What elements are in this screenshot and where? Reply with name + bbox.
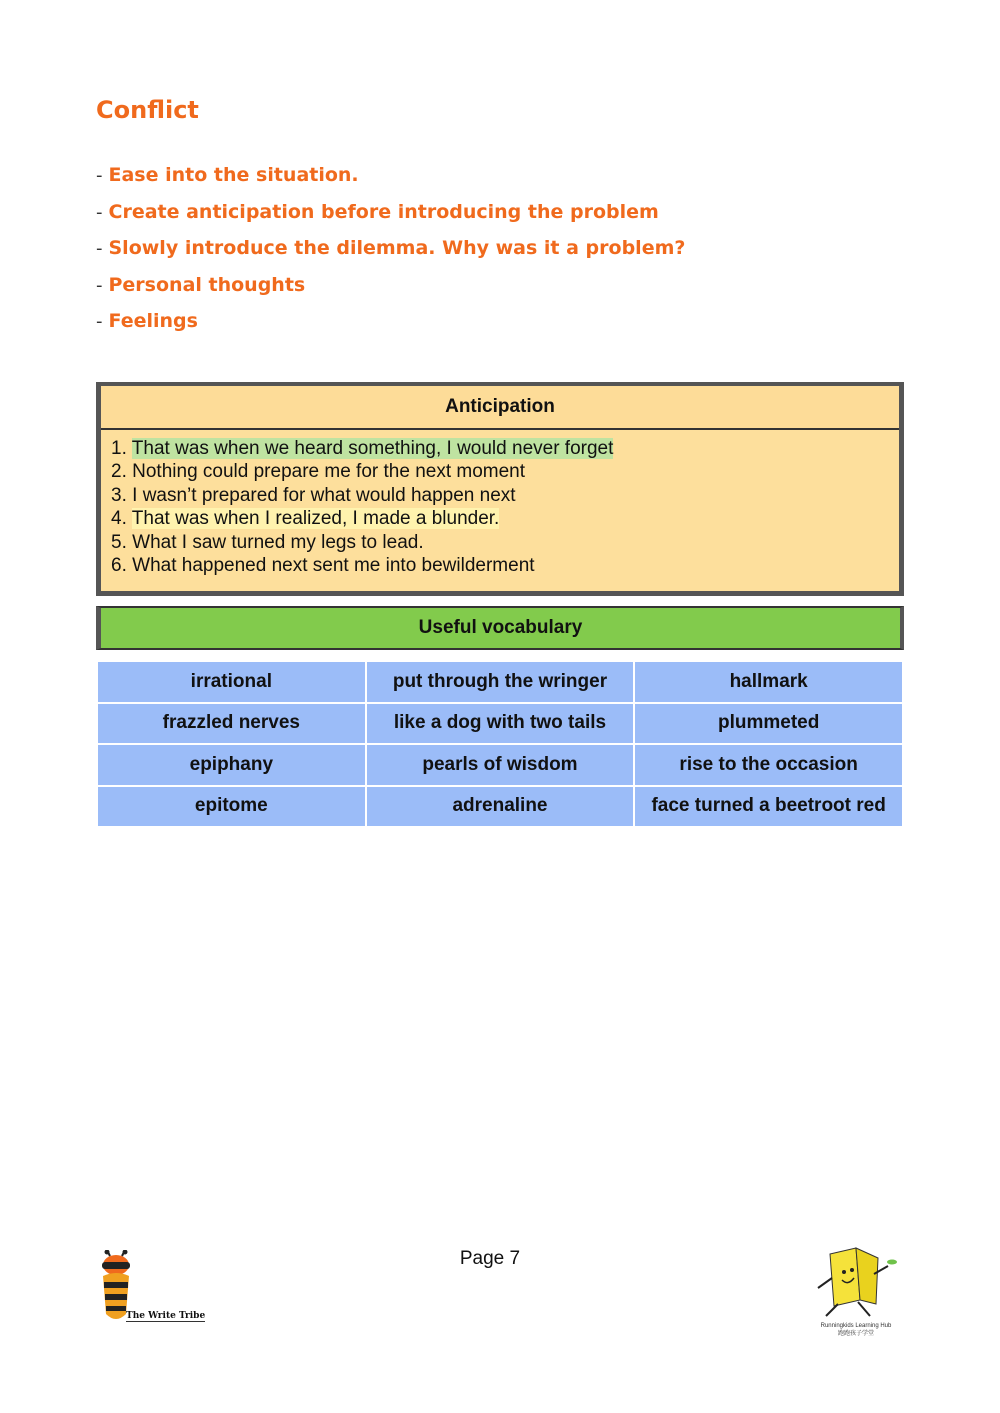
vocab-cell: epitome <box>97 786 366 828</box>
table-row <box>97 786 903 828</box>
anticipation-item <box>111 460 899 483</box>
anticipation-item <box>111 484 899 507</box>
anticipation-item <box>111 507 899 530</box>
page-heading: Conflict <box>96 96 199 124</box>
logo-right-line1: Runningkids Learning Hub <box>820 1323 892 1329</box>
table-row <box>97 661 903 703</box>
tip-text: Feelings <box>108 310 198 332</box>
anticipation-item <box>111 554 899 577</box>
tip-item <box>96 201 685 238</box>
tip-item <box>96 310 685 347</box>
anticipation-list <box>101 430 899 577</box>
anticipation-item <box>111 437 899 460</box>
runningkids-logo <box>808 1244 908 1344</box>
item-number: 1. <box>111 438 127 459</box>
item-text-highlighted-yellow: That was when I realized, I made a blunder. <box>131 508 500 530</box>
vocab-cell: face turned a beetroot red <box>634 786 903 828</box>
vocab-cell: irrational <box>97 661 366 703</box>
anticipation-box <box>96 382 904 596</box>
item-number: 6. <box>111 554 127 576</box>
tip-item <box>96 164 685 201</box>
tip-text: Ease into the situation. <box>108 164 359 186</box>
item-number: 5. <box>111 531 127 553</box>
table-row <box>97 744 903 786</box>
vocabulary-table <box>96 660 904 828</box>
page-number: Page 7 <box>459 1248 521 1269</box>
item-number: 3. <box>111 484 127 506</box>
logo-right-text <box>808 1322 904 1338</box>
write-tribe-logo <box>96 1250 208 1330</box>
vocab-cell: epiphany <box>97 744 366 786</box>
bullet-marker: - <box>96 311 103 332</box>
item-text: What I saw turned my legs to lead. <box>132 531 424 553</box>
logo-left-text: The Write Tribe <box>126 1311 206 1321</box>
bullet-marker: - <box>96 165 103 186</box>
item-text: I wasn’t prepared for what would happen next <box>132 484 516 506</box>
item-number: 2. <box>111 461 127 483</box>
tip-item <box>96 237 685 274</box>
vocabulary-header: Useful vocabulary <box>96 606 904 650</box>
bullet-marker: - <box>96 238 103 259</box>
tip-text: Personal thoughts <box>108 273 306 296</box>
vocab-cell: plummeted <box>634 703 903 745</box>
bullet-marker: - <box>96 201 103 223</box>
tip-item <box>96 274 685 311</box>
tip-text: Create anticipation before introducing the problem <box>108 200 659 223</box>
vocab-cell: frazzled nerves <box>97 703 366 745</box>
vocab-cell: like a dog with two tails <box>366 703 635 745</box>
item-text-highlighted-green: That was when we heard something, I would never forget <box>131 438 614 459</box>
running-book-icon <box>808 1244 908 1324</box>
vocab-cell: rise to the occasion <box>634 744 903 786</box>
vocab-cell: pearls of wisdom <box>366 744 635 786</box>
logo-right-line2: 跑跑孩子学堂 <box>837 1331 874 1337</box>
anticipation-title: Anticipation <box>101 386 899 430</box>
item-number: 4. <box>111 508 127 530</box>
bullet-marker: - <box>96 274 103 296</box>
vocab-cell: adrenaline <box>366 786 635 828</box>
table-row <box>97 703 903 745</box>
vocab-cell: hallmark <box>634 661 903 703</box>
tips-list <box>96 164 685 347</box>
item-text: Nothing could prepare me for the next moment <box>132 461 526 483</box>
tip-text: Slowly introduce the dilemma. Why was it a problem? <box>108 237 686 259</box>
item-text: What happened next sent me into bewilderment <box>132 554 535 576</box>
anticipation-item <box>111 531 899 554</box>
vocab-cell: put through the wringer <box>366 661 635 703</box>
